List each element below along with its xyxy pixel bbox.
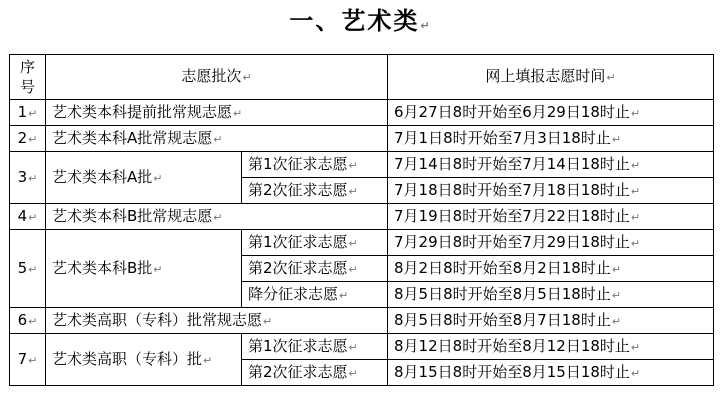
paragraph-mark-icon: ↵ — [348, 340, 358, 354]
table-row — [10, 204, 714, 230]
row-number-text: 4 — [17, 206, 28, 225]
paragraph-mark-icon: ↵ — [28, 210, 38, 224]
row-number-text: 3 — [17, 167, 28, 186]
paragraph-mark-icon: ↵ — [630, 340, 641, 354]
paragraph-mark-icon: ↵ — [28, 171, 38, 185]
paragraph-mark-icon: ↵ — [28, 314, 38, 328]
time-cell-text: 8月5日8时开始至8月5日18时止 — [394, 284, 611, 303]
sub-batch-cell — [242, 256, 388, 282]
schedule-table — [9, 54, 714, 386]
batch-cell — [46, 126, 388, 152]
paragraph-mark-icon: ↵ — [630, 184, 641, 198]
sub-batch-cell — [242, 230, 388, 256]
header-batch-text: 志愿批次 — [181, 67, 242, 85]
time-cell — [388, 360, 714, 386]
paragraph-mark-icon: ↵ — [630, 158, 641, 172]
batch-cell — [46, 152, 242, 204]
paragraph-mark-icon: ↵ — [153, 171, 163, 185]
row-number — [10, 308, 46, 334]
batch-cell — [46, 334, 242, 386]
sub-batch-cell-text: 降分征求志愿 — [248, 284, 339, 303]
paragraph-mark-icon: ↵ — [263, 314, 273, 328]
time-cell-text: 8月5日8时开始至8月7日18时止 — [394, 310, 611, 329]
paragraph-mark-icon: ↵ — [606, 71, 616, 84]
paragraph-mark-icon: ↵ — [611, 262, 622, 276]
sub-batch-cell-text: 第2次征求志愿 — [248, 180, 348, 199]
time-cell — [388, 100, 714, 126]
paragraph-mark-icon: ↵ — [630, 236, 641, 250]
paragraph-mark-icon: ↵ — [233, 106, 243, 120]
header-seq — [10, 55, 46, 100]
sub-batch-cell — [242, 178, 388, 204]
paragraph-mark-icon: ↵ — [611, 288, 622, 302]
time-cell — [388, 334, 714, 360]
header-time-text: 网上填报志愿时间 — [485, 67, 606, 85]
header-batch — [46, 55, 388, 100]
batch-cell-text: 艺术类本科A批 — [52, 167, 153, 186]
paragraph-mark-icon: ↵ — [348, 366, 358, 380]
table-row — [10, 152, 714, 178]
batch-cell — [46, 308, 388, 334]
paragraph-mark-icon: ↵ — [153, 262, 163, 276]
time-cell-text: 7月1日8时开始至7月3日18时止 — [394, 128, 611, 147]
paragraph-mark-icon: ↵ — [611, 314, 622, 328]
time-cell-text: 7月19日8时开始至7月22日18时止 — [394, 206, 630, 225]
time-cell-text: 7月14日8时开始至7月14日18时止 — [394, 154, 630, 173]
paragraph-mark-icon: ↵ — [630, 210, 641, 224]
row-number-text: 7 — [17, 349, 28, 368]
sub-batch-cell — [242, 282, 388, 308]
batch-cell-text: 艺术类本科B批常规志愿 — [52, 206, 213, 225]
time-cell — [388, 308, 714, 334]
sub-batch-cell — [242, 334, 388, 360]
batch-cell-text: 艺术类高职（专科）批 — [52, 349, 203, 368]
table-row — [10, 230, 714, 256]
table-row — [10, 308, 714, 334]
batch-cell-text: 艺术类高职（专科）批常规志愿 — [52, 310, 263, 329]
batch-cell — [46, 230, 242, 308]
batch-cell-text: 艺术类本科A批常规志愿 — [52, 128, 213, 147]
paragraph-mark-icon: ↵ — [213, 132, 223, 146]
time-cell — [388, 230, 714, 256]
paragraph-mark-icon: ↵ — [348, 262, 358, 276]
batch-cell — [46, 100, 388, 126]
header-row — [10, 55, 714, 100]
time-cell-text: 6月27日8时开始至6月29日18时止 — [394, 102, 630, 121]
header-time — [388, 55, 714, 100]
time-cell-text: 7月18日8时开始至7月18日18时止 — [394, 180, 630, 199]
sub-batch-cell-text: 第1次征求志愿 — [248, 232, 348, 251]
page-title — [0, 6, 721, 36]
sub-batch-cell-text: 第2次征求志愿 — [248, 258, 348, 277]
table-row — [10, 126, 714, 152]
row-number-text: 5 — [17, 258, 28, 277]
paragraph-mark-icon: ↵ — [28, 132, 38, 146]
paragraph-mark-icon: ↵ — [28, 106, 38, 120]
row-number — [10, 334, 46, 386]
paragraph-mark-icon: ↵ — [213, 210, 223, 224]
time-cell — [388, 152, 714, 178]
paragraph-mark-icon: ↵ — [420, 19, 432, 32]
sub-batch-cell-text: 第1次征求志愿 — [248, 336, 348, 355]
paragraph-mark-icon: ↵ — [348, 184, 358, 198]
time-cell-text: 8月15日8时开始至8月15日18时止 — [394, 362, 630, 381]
time-cell — [388, 126, 714, 152]
row-number — [10, 126, 46, 152]
paragraph-mark-icon: ↵ — [348, 158, 358, 172]
row-number-text: 1 — [17, 102, 28, 121]
time-cell-text: 8月2日8时开始至8月2日18时止 — [394, 258, 611, 277]
sub-batch-cell-text: 第2次征求志愿 — [248, 362, 348, 381]
sub-batch-cell — [242, 360, 388, 386]
paragraph-mark-icon: ↵ — [203, 353, 213, 367]
batch-cell-text: 艺术类本科提前批常规志愿 — [52, 102, 233, 121]
row-number — [10, 204, 46, 230]
row-number — [10, 100, 46, 126]
row-number — [10, 230, 46, 308]
table-row — [10, 100, 714, 126]
paragraph-mark-icon: ↵ — [611, 132, 622, 146]
sub-batch-cell-text: 第1次征求志愿 — [248, 154, 348, 173]
paragraph-mark-icon: ↵ — [242, 71, 252, 84]
time-cell — [388, 256, 714, 282]
header-seq-text: 序号 — [19, 58, 35, 96]
time-cell — [388, 282, 714, 308]
batch-cell — [46, 204, 388, 230]
time-cell — [388, 178, 714, 204]
paragraph-mark-icon: ↵ — [28, 353, 38, 367]
row-number-text: 6 — [17, 310, 28, 329]
sub-batch-cell — [242, 152, 388, 178]
row-number-text: 2 — [17, 128, 28, 147]
paragraph-mark-icon: ↵ — [630, 366, 641, 380]
paragraph-mark-icon: ↵ — [630, 106, 641, 120]
row-number — [10, 152, 46, 204]
paragraph-mark-icon: ↵ — [339, 288, 349, 302]
time-cell — [388, 204, 714, 230]
table-row — [10, 334, 714, 360]
paragraph-mark-icon: ↵ — [28, 262, 38, 276]
batch-cell-text: 艺术类本科B批 — [52, 258, 153, 277]
time-cell-text: 8月12日8时开始至8月12日18时止 — [394, 336, 630, 355]
time-cell-text: 7月29日8时开始至7月29日18时止 — [394, 232, 630, 251]
page-title-text: 一、艺术类 — [289, 7, 420, 35]
paragraph-mark-icon: ↵ — [348, 236, 358, 250]
